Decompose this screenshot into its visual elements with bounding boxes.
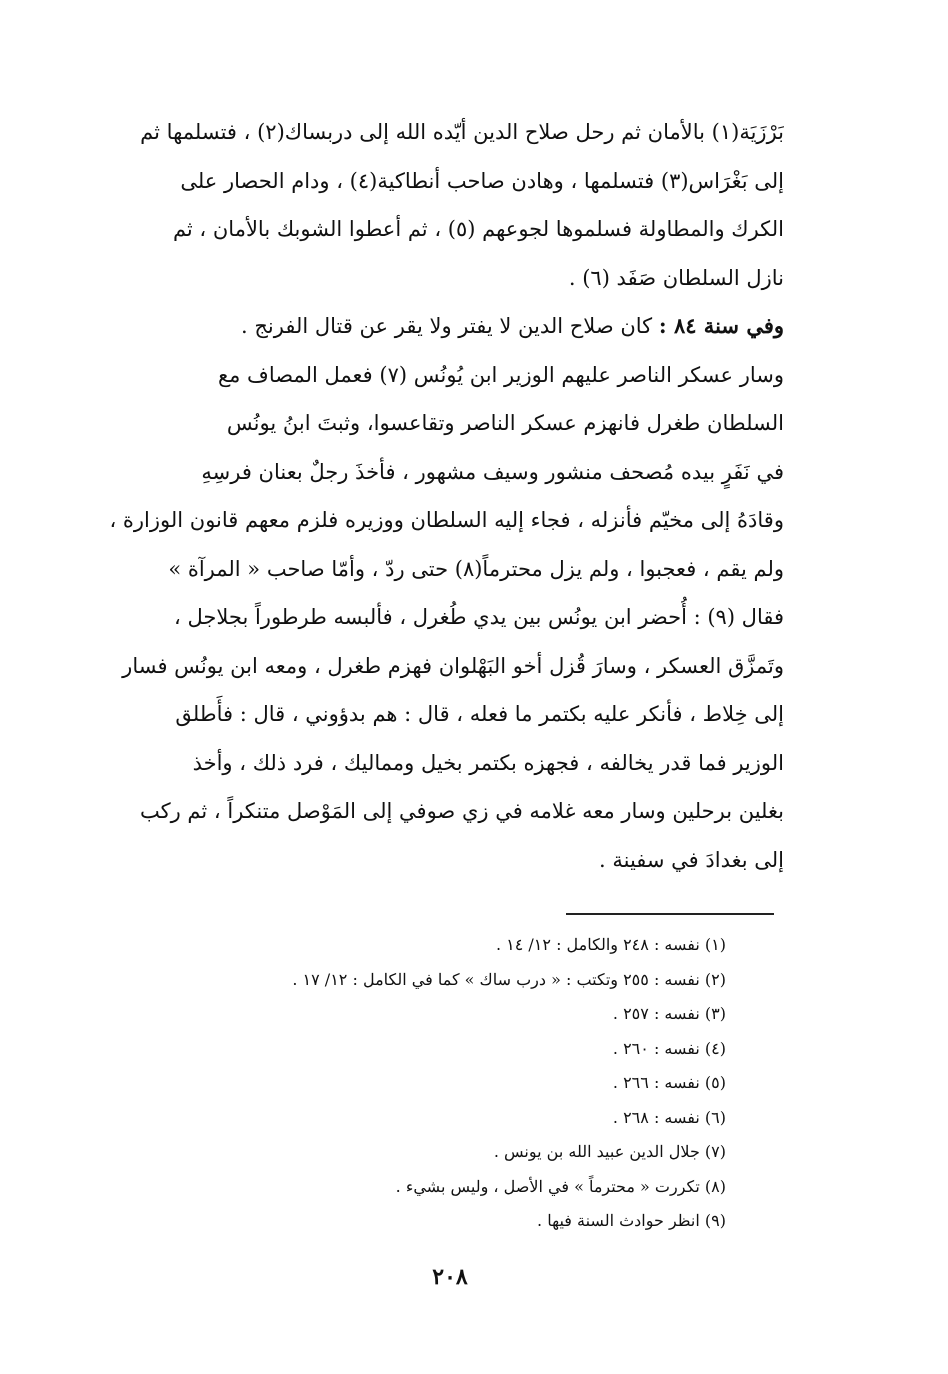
year-heading: وفي سنة ٨٤ : [658, 313, 784, 338]
text-line: إلى بغدادَ في سفينة . [599, 847, 784, 872]
footnote: (٩) انظر حوادث السنة فيها . [537, 1211, 726, 1230]
main-text [108, 108, 784, 884]
text-line: كان صلاح الدين لا يفتر ولا يقر عن قتال الفرنج . [240, 314, 653, 338]
text-line: نازل السلطان صَفَد (٦) . [568, 265, 784, 290]
text-line: إلى خِلاط ، فأنكر عليه بكتمر ما فعله ، قال : هم بدؤوني ، قال : فأَطلق [175, 702, 784, 726]
footnote-separator [566, 913, 774, 915]
text-line: ولم يقم ، فعجبوا ، ولم يزل محترماً(٨) حتى ردّ ، وأمّا صاحب « المرآة » [168, 556, 784, 581]
text-line: وتَمزَّق العسكر ، وسارَ قُزل أخو البَهْلوان فهزم طغرل ، ومعه ابن يونُس فسار [122, 653, 784, 678]
text-line: في نَفَرٍ بيده مُصحف منشور وسيف مشهور ، فأخذَ رجلٌ بعنان فرسِهِ [201, 459, 784, 484]
text-line: بَرْزَيَة(١) بالأمان ثم رحل صلاح الدين أيّده الله إلى دربساك(٢) ، فتسلمها ثم [140, 120, 784, 144]
text-line: وسار عسكر الناصر عليهم الوزير ابن يُونُس (٧) فعمل المصاف مع [217, 362, 784, 387]
text-line: الوزير فما قدر يخالفه ، فجهزه بكتمر بخيل ومماليك ، فرد ذلك ، وأخذ [192, 750, 784, 775]
footnotes [160, 928, 726, 1239]
text-line: فقال (٩) : أُحضر ابن يونُس بين يدي طُغرل ، فألبسه طرطوراً بجلاجل ، [174, 605, 784, 629]
footnote: (٢) نفسه : ٢٥٥ وتكتب : « درب ساك » كما في الكامل : ١٢/ ١٧ . [292, 969, 726, 989]
footnote: (٣) نفسه : ٢٥٧ . [612, 1004, 726, 1023]
page-number: ٢٠٨ [432, 1264, 468, 1290]
footnote: (٤) نفسه : ٢٦٠ . [612, 1038, 726, 1058]
text-line: وقادَهُ إلى مخيّم فأنزله ، فجاء إليه السلطان ووزيره فلزم معهم قانون الوزارة ، [109, 508, 784, 532]
text-line: السلطان طغرل فانهزم عسكر الناصر وتقاعسوا، وثبتَ ابنُ يونُس [226, 411, 784, 435]
footnote: (٥) نفسه : ٢٦٦ . [612, 1073, 726, 1092]
footnote: (٨) تكررت « محترماً » في الأصل ، وليس بشيء . [395, 1176, 726, 1196]
footnote: (١) نفسه : ٢٤٨ والكامل : ١٢/ ١٤ . [495, 935, 726, 954]
text-line: إلى بَغْرَاس(٣) فتسلمها ، وهادن صاحب أنطاكية(٤) ، ودام الحصار على [180, 168, 784, 193]
text-line: الكرك والمطاولة فسلموها لجوعهم (٥) ، ثم أعطوا الشوبك بالأمان ، ثم [172, 217, 784, 241]
footnote: (٦) نفسه : ٢٦٨ . [612, 1107, 726, 1127]
text-line: بغلين برحلين وسار معه غلامه في زي صوفي إلى المَوْصل متنكراً ، ثم ركب [140, 799, 784, 823]
year-paragraph [108, 302, 784, 351]
footnote: (٧) جلال الدين عبيد الله بن يونس . [493, 1142, 726, 1161]
